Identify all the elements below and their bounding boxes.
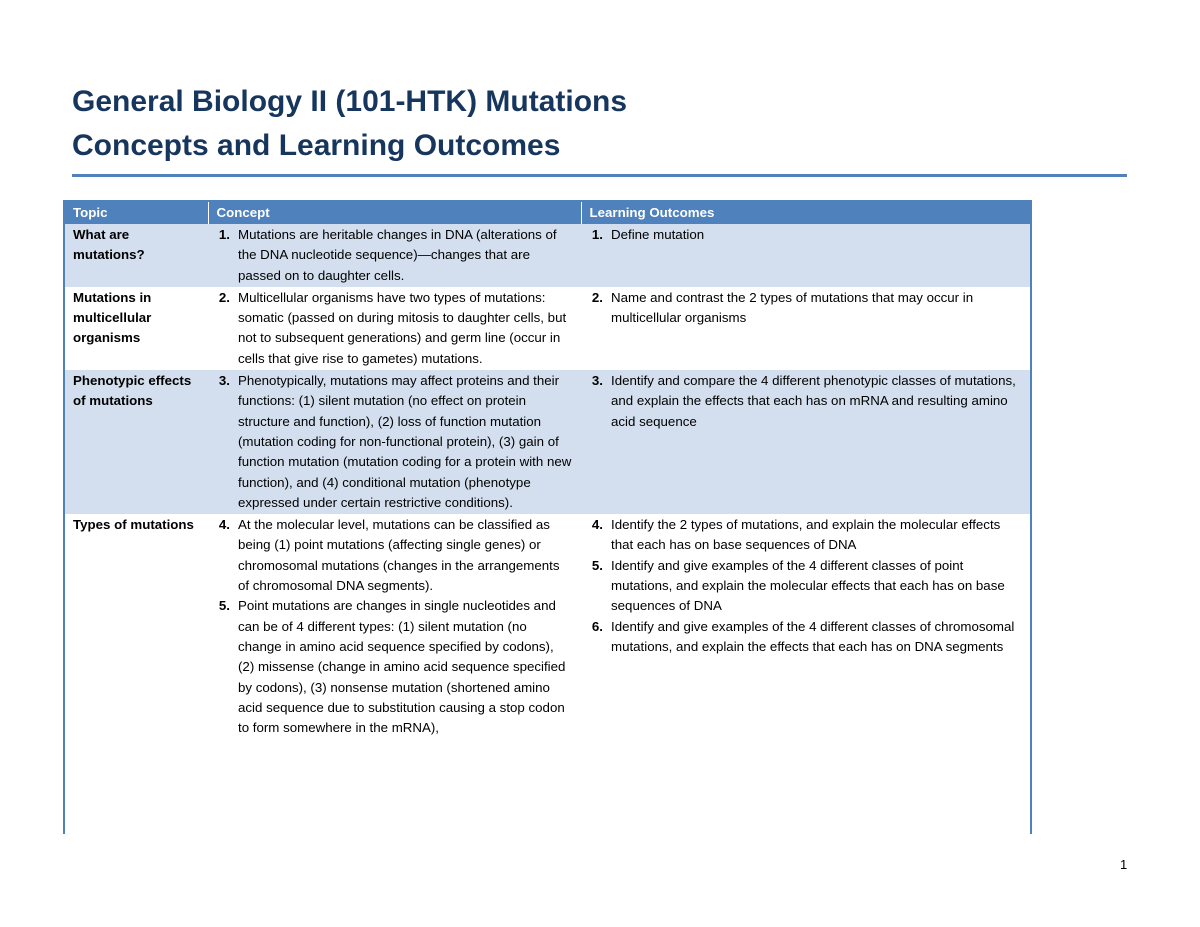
outcome-list — [589, 515, 1022, 657]
topic-cell: Mutations in multicellular organisms — [73, 289, 152, 346]
item-text: At the molecular level, mutations can be classified as being (1) point mutations (affecting single genes) or chromosomal mutations (changes in the arrangements of chromosomal DNA segments). — [238, 517, 560, 594]
header-learning-outcomes: Learning Outcomes — [581, 202, 1030, 224]
outcome-item — [589, 515, 1022, 556]
item-text: Mutations are heritable changes in DNA (alterations of the DNA nucleotide sequence)—changes that are passed on to daughter cells. — [238, 227, 557, 283]
item-number: 2. — [591, 289, 603, 305]
header-row — [65, 202, 1030, 224]
item-number: 5. — [218, 598, 230, 614]
outcome-item — [589, 556, 1022, 617]
outcome-list — [589, 225, 1022, 245]
item-number: 1. — [591, 227, 603, 242]
outcomes-table — [65, 202, 1030, 739]
outcome-item — [589, 225, 1022, 245]
title-line-1: General Biology II (101-HTK) Mutations — [72, 85, 628, 118]
concept-cell — [208, 287, 581, 370]
topic-cell: What are mutations? — [65, 224, 208, 287]
item-number: 4. — [218, 517, 230, 533]
outcome-list — [589, 371, 1022, 432]
document-title — [72, 80, 627, 168]
concept-list — [216, 515, 573, 738]
header-topic: Topic — [65, 202, 208, 224]
outcome-cell — [581, 224, 1030, 287]
page-number: 1 — [1120, 857, 1128, 872]
outcome-item — [589, 371, 1022, 432]
concept-item — [216, 288, 573, 369]
item-text: Name and contrast the 2 types of mutations that may occur in multicellular organisms — [611, 289, 974, 326]
concept-item — [216, 371, 573, 513]
table-row — [65, 224, 1030, 287]
topic-cell: Phenotypic effects of mutations — [65, 370, 208, 514]
item-text: Define mutation — [611, 227, 705, 242]
table-row — [65, 514, 1030, 739]
item-text: Point mutations are changes in single nucleotides and can be of 4 different types: (1) silent mutation (no change in amino acid sequence specified by codons), (2) missense (change in amino acid sequence specified by codons), (3) nonsense mutation (shortened amino acid sequence due to substitution causing a stop codon to form somewhere in the mRNA), — [238, 598, 566, 736]
table-row — [65, 287, 1030, 370]
outcomes-table-container — [63, 200, 1032, 834]
item-text: Identify and give examples of the 4 different classes of chromosomal mutations, and explain the effects that each has on DNA segments — [611, 618, 1015, 654]
item-number: 3. — [591, 373, 603, 389]
outcome-item — [589, 617, 1022, 658]
item-number: 6. — [591, 618, 603, 634]
item-number: 2. — [218, 289, 230, 305]
concept-cell — [208, 514, 581, 739]
item-number: 5. — [591, 557, 603, 573]
item-number: 1. — [218, 227, 230, 242]
concept-list — [216, 225, 573, 286]
concept-item — [216, 515, 573, 596]
concept-list — [216, 288, 573, 369]
title-rule — [72, 174, 1127, 177]
title-line-2: Concepts and Learning Outcomes — [72, 129, 561, 162]
outcome-cell — [581, 370, 1030, 514]
outcome-cell — [581, 514, 1030, 739]
concept-cell — [208, 370, 581, 514]
concept-list — [216, 371, 573, 513]
item-text: Identify the 2 types of mutations, and explain the molecular effects that each has on base sequences of DNA — [611, 517, 1001, 553]
table-row — [65, 370, 1030, 514]
concept-item — [216, 596, 573, 738]
item-text: Identify and compare the 4 different phenotypic classes of mutations, and explain the effects that each has on mRNA and resulting amino acid sequence — [611, 373, 1016, 429]
concept-cell — [208, 224, 581, 287]
item-text: Multicellular organisms have two types of mutations: somatic (passed on during mitosis to daughter cells, but not to subsequent generations) and germ line (occur in cells that give rise to gametes) mutations. — [238, 289, 567, 366]
item-text: Phenotypically, mutations may affect proteins and their functions: (1) silent mutation (no effect on protein structure and function), (2) loss of function mutation (mutation coding for non-functional protein), (3) gain of function mutation (mutation coding for a protein with new function), and (4) conditional mutation (phenotype expressed under certain restrictive conditions). — [238, 373, 572, 510]
item-number: 4. — [591, 517, 603, 533]
item-number: 3. — [218, 373, 230, 389]
header-concept: Concept — [208, 202, 581, 224]
item-text: Identify and give examples of the 4 different classes of point mutations, and explain the molecular effects that each has on base sequences of DNA — [611, 557, 1005, 614]
concept-item — [216, 225, 573, 286]
topic-cell: Types of mutations — [73, 517, 194, 533]
outcome-item — [589, 288, 1022, 329]
outcome-list — [589, 288, 1022, 329]
outcome-cell — [581, 287, 1030, 370]
